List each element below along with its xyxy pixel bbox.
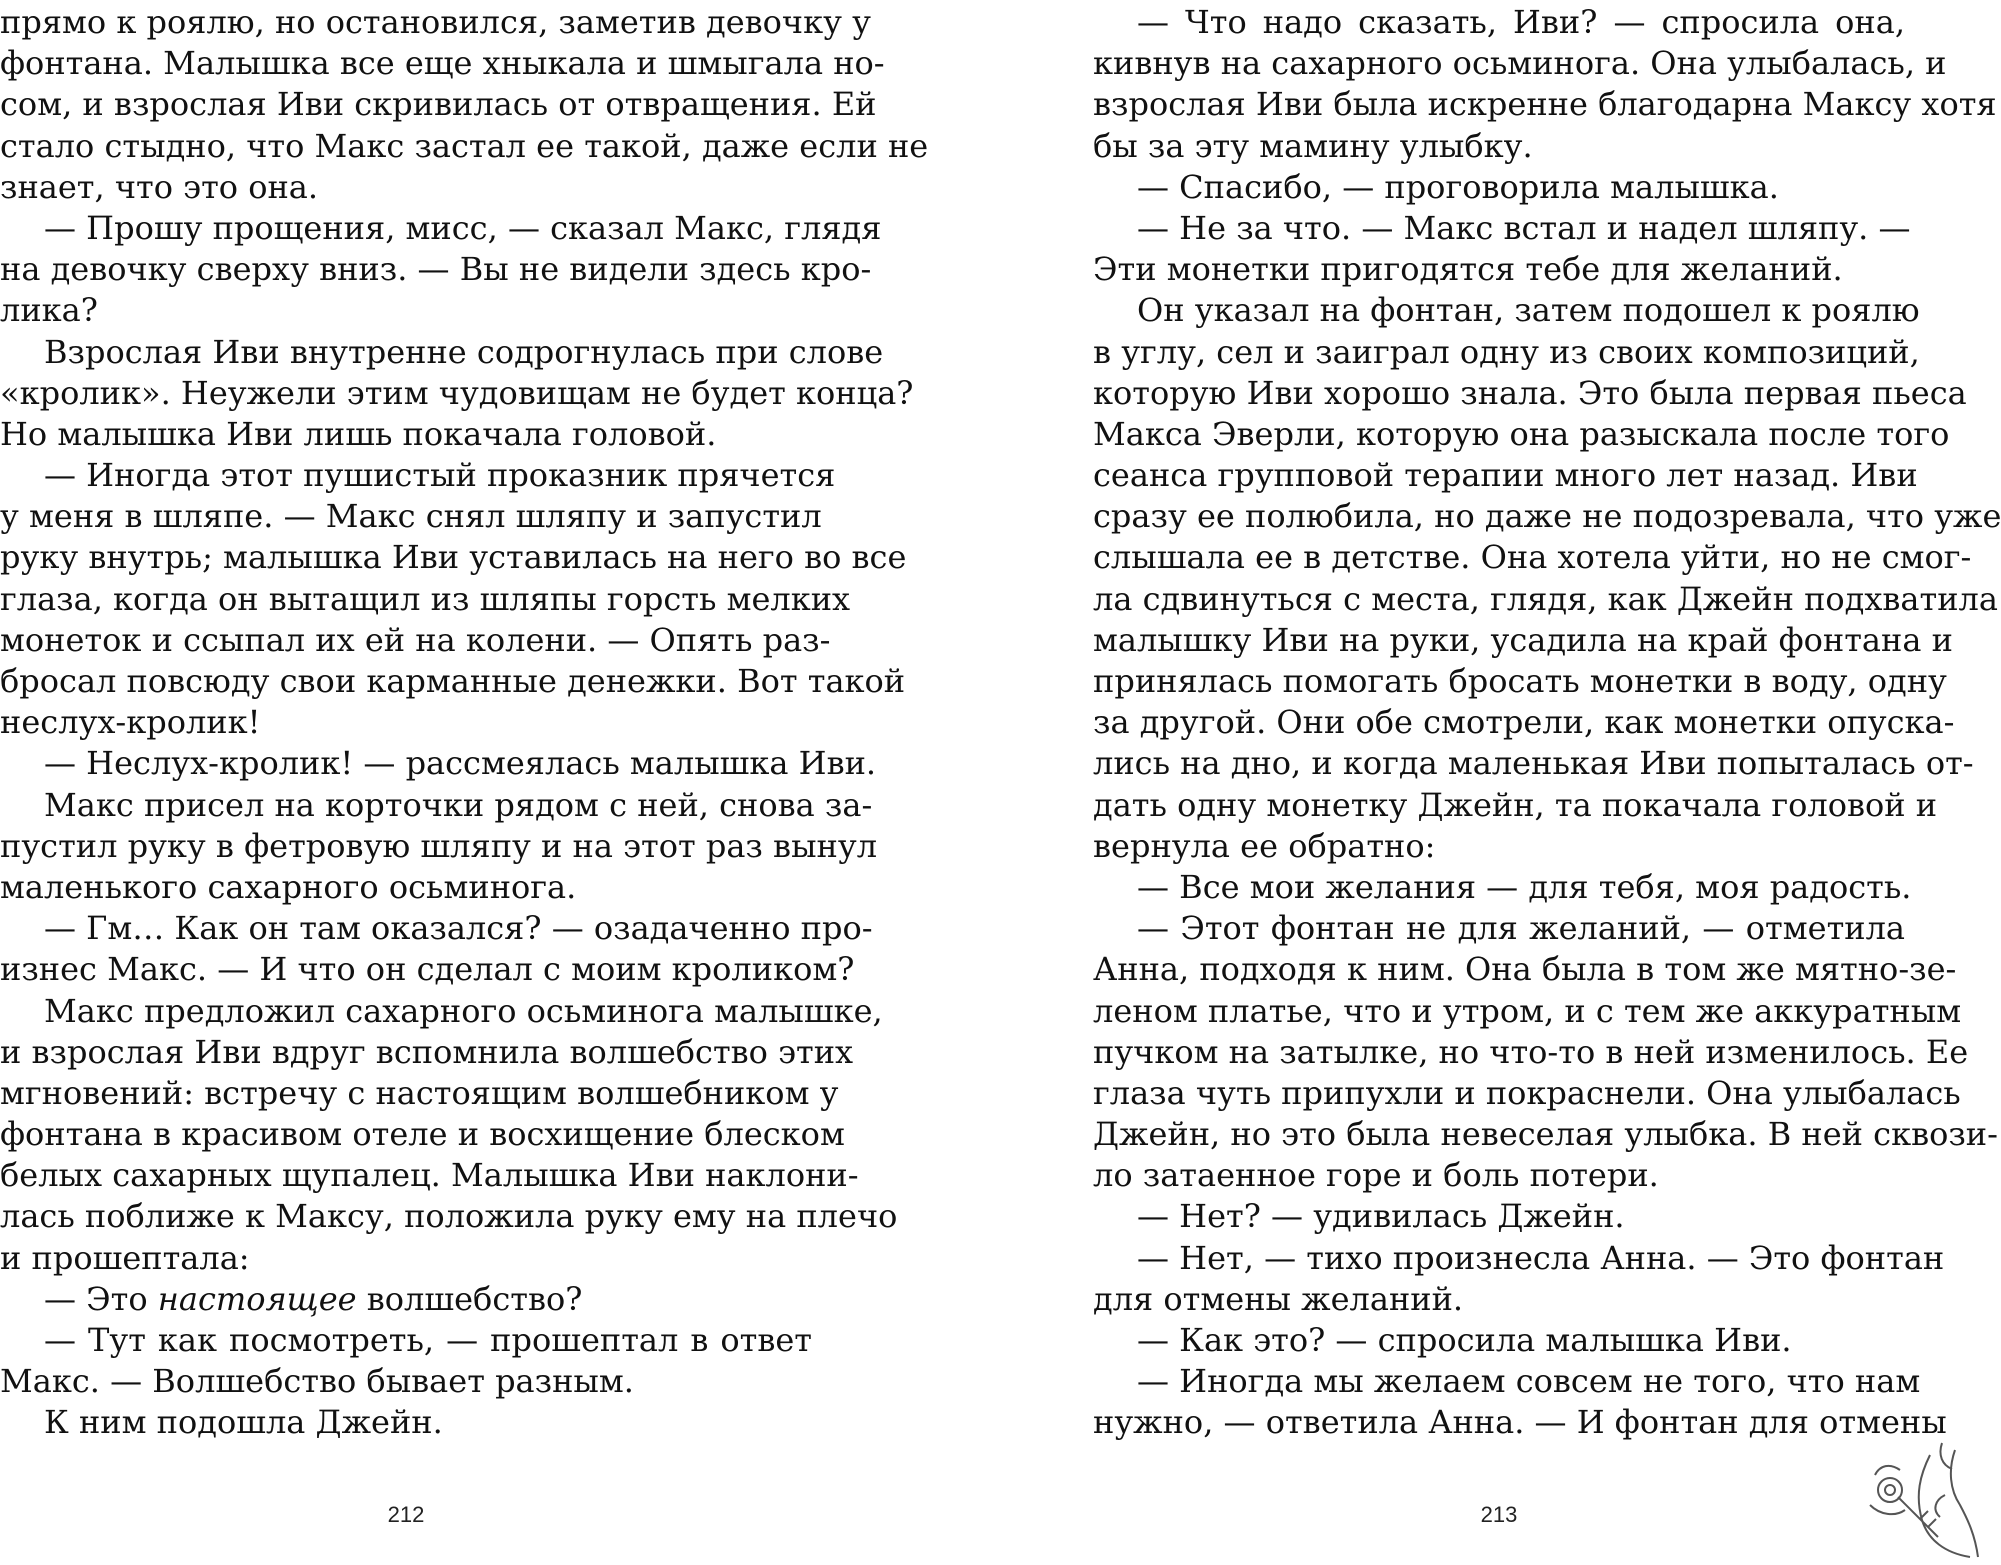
text-line: Но малышка Иви лишь покачала головой.: [0, 414, 717, 453]
text-line: дать одну монетку Джейн, та покачала головой и: [1093, 785, 1938, 824]
text-line: Взрослая Иви внутренне содрогнулась при слове: [44, 332, 884, 371]
text-line: сом, и взрослая Иви скривилась от отвращения. Ей: [0, 85, 877, 124]
text-line: К ним подошла Джейн.: [44, 1403, 443, 1442]
left-page-text: [0, 2, 929, 1444]
text-line: вернула ее обратно:: [1093, 826, 1436, 865]
text-line: леном платье, что и утром, и с тем же аккуратным: [1093, 991, 1962, 1030]
text-line: слышала ее в детстве. Она хотела уйти, но не смог-: [1093, 538, 1972, 577]
text-line: на девочку сверху вниз. — Вы не видели здесь кро-: [0, 250, 872, 289]
text-line: бы за эту мамину улыбку.: [1093, 126, 1533, 165]
text-line: принялась помогать бросать монетки в воду, одну: [1093, 662, 1947, 700]
text-line: — Не за что. — Макс встал и надел шляпу. —: [1137, 208, 1911, 247]
left-page-number: 212: [387, 1502, 425, 1527]
text-line: — Нет, — тихо произнесла Анна. — Это фонтан: [1137, 1238, 1945, 1277]
text-line: прямо к роялю, но остановился, заметив девочку у: [0, 3, 871, 41]
text-line: и взрослая Иви вдруг вспомнила волшебство этих: [0, 1032, 854, 1071]
text-line: монеток и ссыпал их ей на колени. — Опять раз-: [0, 620, 831, 659]
text-line: пустил руку в фетровую шляпу и на этот раз вынул: [0, 826, 878, 865]
text-line: стало стыдно, что Макс застал ее такой, даже если не: [0, 126, 929, 165]
text-line: [0, 1279, 812, 1320]
text-line: — Все мои желания — для тебя, моя радость.: [1137, 867, 1912, 906]
text-line: Макс присел на корточки рядом с ней, снова за-: [44, 785, 873, 824]
text-line: лика?: [0, 291, 98, 330]
text-segment: волшебство?: [356, 1279, 583, 1318]
text-line: в углу, сел и заиграл одну из своих композиций,: [1093, 332, 1920, 371]
text-line: — Что надо сказать, Иви? — спросила она,: [1137, 3, 1905, 41]
corner-ornament-icon: [1860, 1435, 1990, 1565]
text-line: — Как это? — спросила малышка Иви.: [1137, 1321, 1792, 1359]
text-line: Макса Эверли, которую она разыскала после того: [1093, 414, 1950, 453]
text-line: бросал повсюду свои карманные денежки. Вот такой: [0, 662, 906, 700]
text-line: нужно, — ответила Анна. — И фонтан для отмены: [1093, 1403, 1947, 1442]
text-line: кивнув на сахарного осьминога. Она улыбалась, и: [1093, 44, 1947, 83]
text-line: — Гм… Как он там оказался? — озадаченно про-: [44, 909, 873, 948]
right-page-number: 213: [1480, 1502, 1518, 1527]
text-line: знает, что это она.: [0, 167, 319, 206]
text-line: Он указал на фонтан, затем подошел к роялю: [1137, 291, 1920, 330]
text-line: у меня в шляпе. — Макс снял шляпу и запустил: [0, 497, 822, 536]
text-line: — Тут как посмотреть, — прошептал в ответ: [44, 1321, 812, 1359]
text-line: — Неслух-кролик! — рассмеялась малышка Иви.: [44, 744, 877, 783]
text-line: за другой. Они обе смотрели, как монетки опуска-: [1093, 703, 1955, 742]
text-line: — Этот фонтан не для желаний, — отметила: [1137, 909, 1905, 948]
text-line: глаза чуть припухли и покраснели. Она улыбалась: [1093, 1073, 1961, 1112]
text-line: для отмены желаний.: [1093, 1279, 1464, 1318]
text-line: руку внутрь; малышка Иви уставилась на него во все: [0, 538, 907, 577]
text-line: сеанса групповой терапии много лет назад. Иви: [1093, 456, 1918, 495]
right-page: [1093, 0, 2001, 1565]
text-line: — Нет? — удивилась Джейн.: [1137, 1197, 1625, 1236]
emphasized-text: настоящее: [157, 1279, 357, 1318]
text-line: Джейн, но это была невеселая улыбка. В ней сквози-: [1093, 1115, 1998, 1154]
text-line: — Прошу прощения, мисс, — сказал Макс, глядя: [44, 208, 882, 247]
text-line: белых сахарных щупалец. Малышка Иви наклони-: [0, 1156, 859, 1195]
text-line: ла сдвинуться с места, глядя, как Джейн подхватила: [1093, 579, 1998, 618]
text-line: «кролик». Неужели этим чудовищам не будет конца?: [0, 373, 914, 412]
text-line: лась поближе к Максу, положила руку ему на плечо: [0, 1197, 898, 1236]
text-line: ло затаенное горе и боль потери.: [1093, 1156, 1659, 1195]
text-line: глаза, когда он вытащил из шляпы горсть мелких: [0, 579, 851, 618]
text-line: Анна, подходя к ним. Она была в том же мятно-зе-: [1093, 950, 1957, 989]
text-line: взрослая Иви была искренне благодарна Максу хотя: [1093, 85, 1997, 124]
text-segment: — Это: [44, 1279, 158, 1318]
text-line: — Спасибо, — проговорила малышка.: [1137, 167, 1779, 206]
text-line: и прошептала:: [0, 1238, 250, 1277]
text-line: Эти монетки пригодятся тебе для желаний.: [1093, 250, 1843, 289]
text-line: малышку Иви на руки, усадила на край фонтана и: [1093, 620, 1953, 659]
text-line: неслух-кролик!: [0, 703, 261, 742]
text-line: Макс предложил сахарного осьминога малышке,: [44, 991, 883, 1030]
text-line: фонтана в красивом отеле и восхищение блеском: [0, 1115, 845, 1154]
left-page: [0, 0, 929, 1565]
right-page-text: [1093, 2, 2001, 1444]
text-line: лись на дно, и когда маленькая Иви попыталась от-: [1093, 744, 1974, 783]
text-line: изнес Макс. — И что он сделал с моим кроликом?: [0, 950, 855, 989]
text-line: — Иногда мы желаем совсем не того, что нам: [1137, 1362, 1921, 1401]
text-line: сразу ее полюбила, но даже не подозревала, что уже: [1093, 497, 2001, 536]
text-line: маленького сахарного осьминога.: [0, 867, 577, 906]
text-line: пучком на затылке, но что-то в ней изменилось. Ее: [1093, 1032, 1969, 1071]
text-line: Макс. — Волшебство бывает разным.: [0, 1362, 634, 1401]
text-line: мгновений: встречу с настоящим волшебником у: [0, 1073, 839, 1112]
text-line: которую Иви хорошо знала. Это была первая пьеса: [1093, 373, 1967, 412]
text-line: — Иногда этот пушистый проказник прячется: [44, 456, 836, 495]
text-line: фонтана. Малышка все еще хныкала и шмыгала но-: [0, 44, 885, 83]
